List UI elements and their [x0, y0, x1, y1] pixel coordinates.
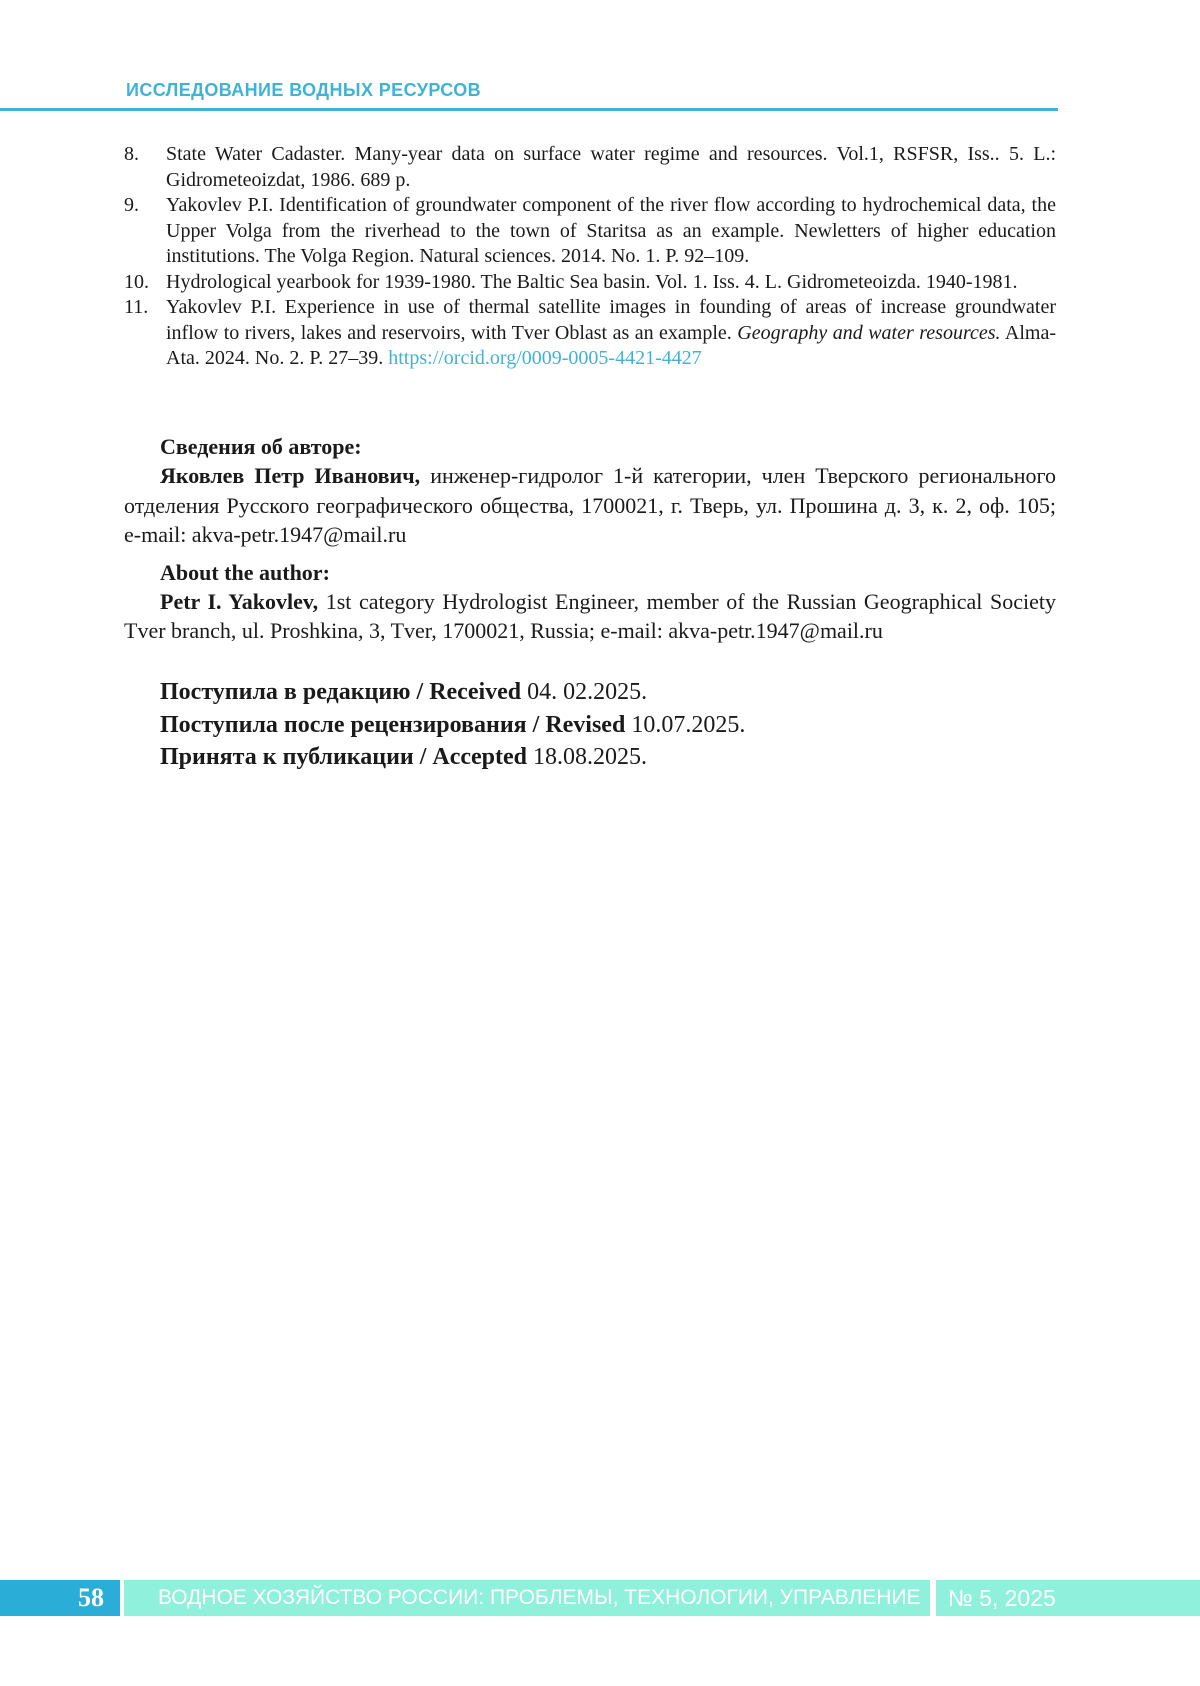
revised-label: Поступила после рецензирования / Revised [160, 711, 626, 738]
author-details-ru [124, 461, 1056, 550]
reference-text: Yakovlev P.I. Identification of groundwater component of the river flow according to hydrochemical data, the Upper Volga from the riverhead to the town of Staritsa as an example. Newletters of higher education institutions. The Volga Region. Natural sciences. 2014. No. 1. P. 92–109. [166, 194, 1056, 267]
author-info [124, 432, 1056, 646]
reference-number: 9. [124, 194, 139, 216]
author-name-en: Petr I. Yakovlev, [160, 588, 319, 614]
reference-text-tail: Alma-Ata. 2024. No. 2. P. 27–39. [166, 321, 1056, 369]
author-heading-ru: Сведения об авторе: [160, 434, 362, 459]
reference-item [124, 193, 1056, 270]
accepted-label: Принята к публикации / Accepted [160, 744, 528, 770]
received-value: 04. 02.2025. [527, 679, 648, 705]
reference-item [124, 142, 1056, 193]
journal-title: ВОДНОЕ ХОЗЯЙСТВО РОССИИ: ПРОБЛЕМЫ, ТЕХНОЛОГИИ, УПРАВЛЕНИЕ [124, 1580, 930, 1616]
header-rule [0, 108, 1058, 111]
page-number: 58 [0, 1580, 120, 1616]
reference-list [124, 142, 1056, 372]
accepted-date [160, 741, 745, 774]
running-head-section-title: ИССЛЕДОВАНИЕ ВОДНЫХ РЕСУРСОВ [126, 80, 482, 100]
reference-text [166, 295, 1056, 372]
author-bio-en: 1st category Hydrologist Engineer, member of the Russian Geographical Society Tver branch, ul. Proshkina, 3, Tver, 1700021, Russia; e-mail: akva-petr.1947@mail.ru [124, 588, 1056, 643]
reference-number: 8. [124, 143, 139, 165]
page-footer [0, 1580, 1200, 1616]
reference-journal-title: Geography and water resources. [737, 321, 1001, 344]
reference-text: State Water Cadaster. Many-year data on surface water regime and resources. Vol.1, RSFSR, Iss.. 5. L.: Gidrometeoizdat, 1986. 689 p. [166, 143, 1056, 191]
received-date [160, 676, 745, 709]
received-label: Поступила в редакцию / Received [160, 679, 522, 705]
reference-item [124, 295, 1056, 372]
revised-date [160, 709, 745, 742]
issue-number: № 5, 2025 [936, 1580, 1200, 1616]
author-bio-ru: инженер-гидролог 1-й категории, член Тверского регионального отделения Русского географического общества, 1700021, г. Тверь, ул. Прошина д. 3, к. 2, оф. 105; e-mail: akva-petr.1947@mail.ru [124, 463, 1057, 547]
author-details-en [124, 587, 1056, 646]
reference-text: Hydrological yearbook for 1939-1980. The Baltic Sea basin. Vol. 1. Iss. 4. L. Gidrometeoizda. 1940-1981. [166, 270, 1018, 293]
orcid-link[interactable]: https://orcid.org/0009-0005-4421-4427 [388, 347, 702, 369]
revised-value: 10.07.2025. [631, 711, 746, 738]
reference-item [124, 270, 1056, 296]
author-name-ru: Яковлев Петр Иванович, [160, 463, 421, 488]
reference-text-main: Yakovlev P.I. Experience in use of thermal satellite images in founding of areas of increase groundwater inflow to rivers, lakes and reservoirs, with Tver Oblast as an example. [166, 296, 1056, 344]
article-dates [160, 676, 745, 774]
author-heading-en: About the author: [160, 559, 330, 585]
reference-number: 11. [124, 296, 149, 318]
accepted-value: 18.08.2025. [533, 744, 648, 770]
reference-number: 10. [124, 270, 149, 293]
